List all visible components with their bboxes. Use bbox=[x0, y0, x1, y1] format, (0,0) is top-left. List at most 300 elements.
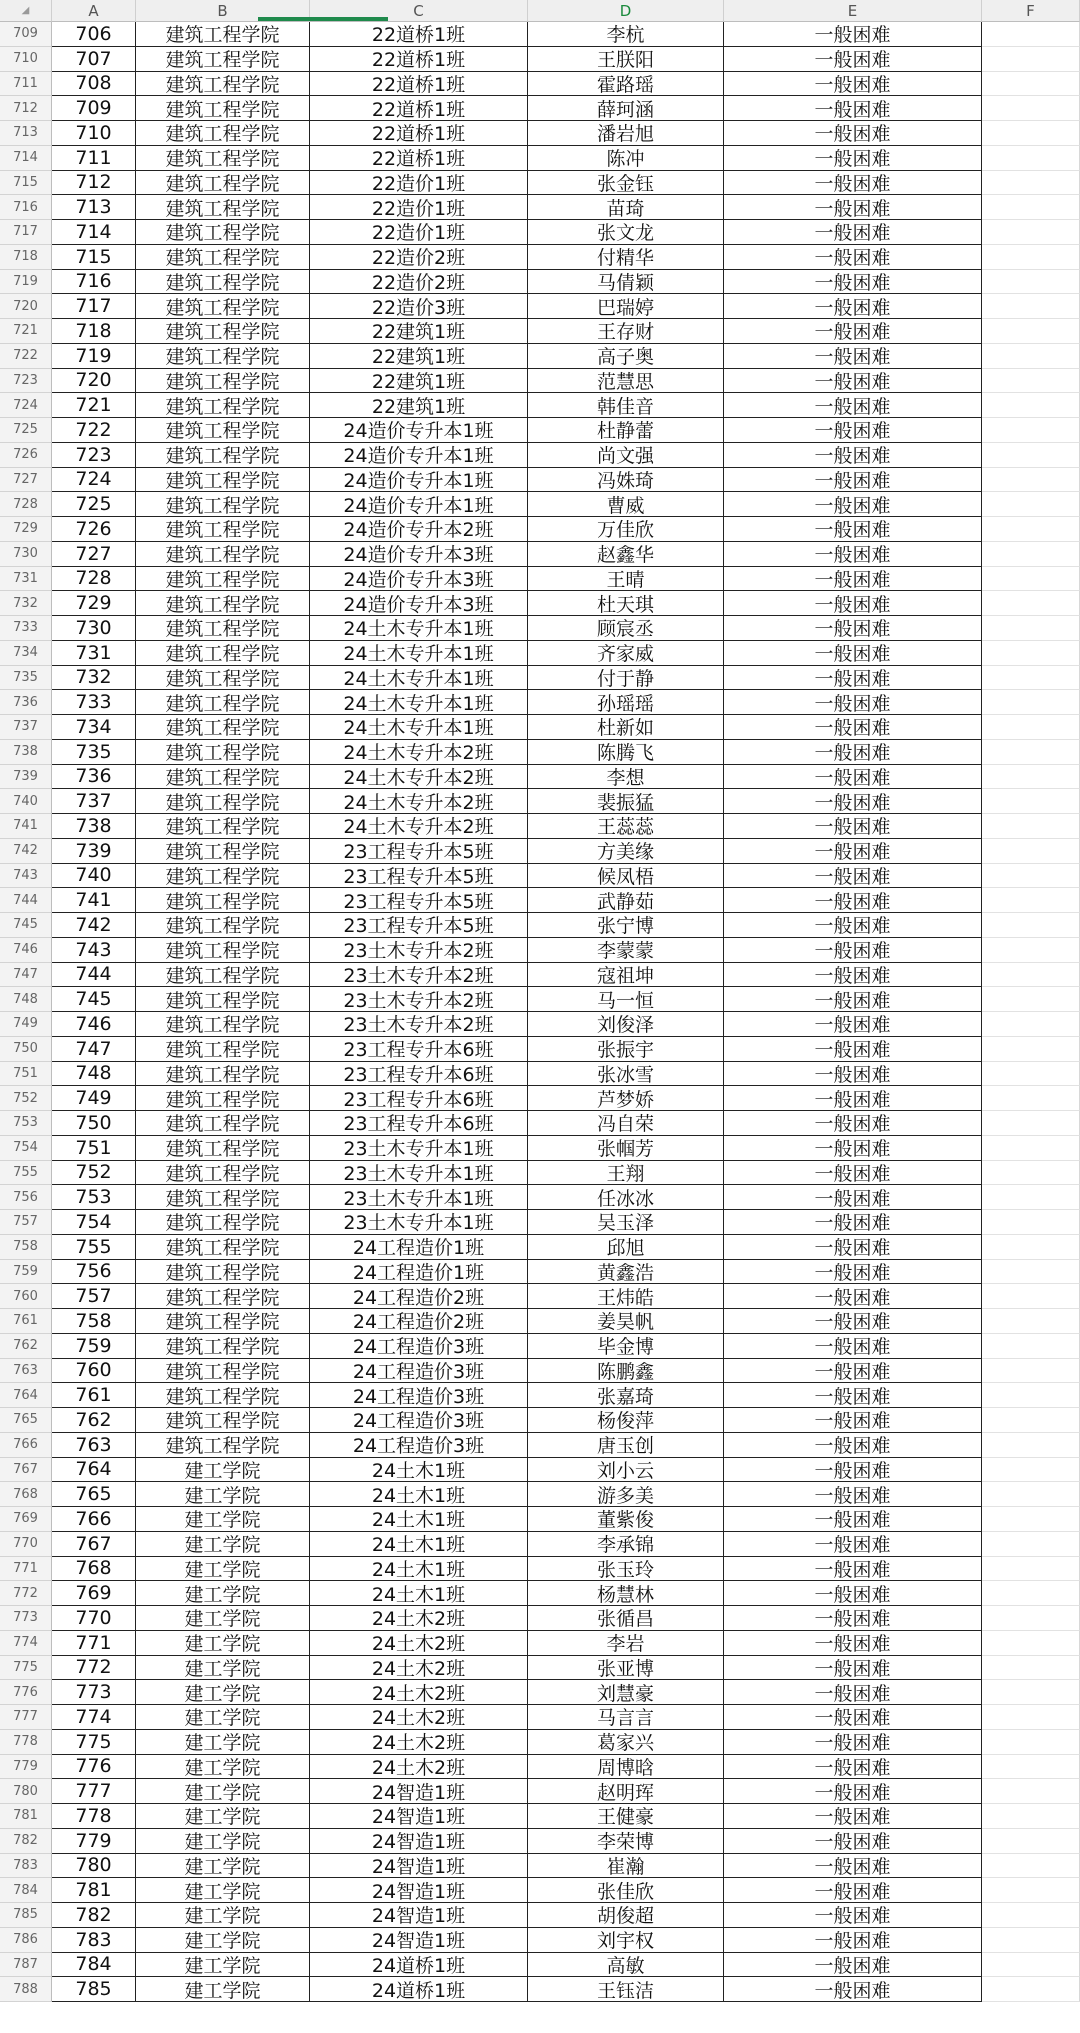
cell-col-d[interactable]: 王健豪 bbox=[528, 1804, 724, 1829]
cell-col-f[interactable] bbox=[982, 715, 1080, 740]
row-number[interactable]: 716 bbox=[0, 195, 52, 220]
cell-col-f[interactable] bbox=[982, 245, 1080, 270]
cell-col-f[interactable] bbox=[982, 740, 1080, 765]
cell-col-b[interactable]: 建筑工程学院 bbox=[136, 72, 310, 97]
cell-col-c[interactable]: 24土木专升本1班 bbox=[310, 715, 528, 740]
cell-col-a[interactable]: 722 bbox=[52, 418, 136, 443]
cell-col-e[interactable]: 一般困难 bbox=[724, 1779, 982, 1804]
cell-col-c[interactable]: 24土木专升本1班 bbox=[310, 641, 528, 666]
cell-col-a[interactable]: 785 bbox=[52, 1977, 136, 2002]
cell-col-b[interactable]: 建筑工程学院 bbox=[136, 1284, 310, 1309]
cell-col-a[interactable]: 731 bbox=[52, 641, 136, 666]
row-number[interactable]: 757 bbox=[0, 1210, 52, 1235]
cell-col-e[interactable]: 一般困难 bbox=[724, 270, 982, 295]
cell-col-d[interactable]: 冯自荣 bbox=[528, 1111, 724, 1136]
cell-col-c[interactable]: 24工程造价1班 bbox=[310, 1260, 528, 1285]
cell-col-d[interactable]: 潘岩旭 bbox=[528, 121, 724, 146]
cell-col-e[interactable]: 一般困难 bbox=[724, 641, 982, 666]
cell-col-e[interactable]: 一般困难 bbox=[724, 1086, 982, 1111]
cell-col-d[interactable]: 陈腾飞 bbox=[528, 740, 724, 765]
row-number[interactable]: 779 bbox=[0, 1755, 52, 1780]
row-number[interactable]: 788 bbox=[0, 1977, 52, 2002]
cell-col-e[interactable]: 一般困难 bbox=[724, 1928, 982, 1953]
cell-col-d[interactable]: 张文龙 bbox=[528, 220, 724, 245]
cell-col-d[interactable]: 赵明珲 bbox=[528, 1779, 724, 1804]
cell-col-b[interactable]: 建筑工程学院 bbox=[136, 492, 310, 517]
cell-col-f[interactable] bbox=[982, 443, 1080, 468]
cell-col-d[interactable]: 周博晗 bbox=[528, 1755, 724, 1780]
cell-col-f[interactable] bbox=[982, 220, 1080, 245]
cell-col-a[interactable]: 746 bbox=[52, 1012, 136, 1037]
row-number[interactable]: 726 bbox=[0, 443, 52, 468]
row-number[interactable]: 724 bbox=[0, 393, 52, 418]
cell-col-e[interactable]: 一般困难 bbox=[724, 344, 982, 369]
cell-col-d[interactable]: 赵鑫华 bbox=[528, 542, 724, 567]
cell-col-b[interactable]: 建筑工程学院 bbox=[136, 963, 310, 988]
cell-col-a[interactable]: 741 bbox=[52, 888, 136, 913]
cell-col-c[interactable]: 24造价专升本1班 bbox=[310, 443, 528, 468]
cell-col-e[interactable]: 一般困难 bbox=[724, 1705, 982, 1730]
cell-col-a[interactable]: 748 bbox=[52, 1062, 136, 1087]
cell-col-e[interactable]: 一般困难 bbox=[724, 1656, 982, 1681]
cell-col-e[interactable]: 一般困难 bbox=[724, 1606, 982, 1631]
cell-col-f[interactable] bbox=[982, 1433, 1080, 1458]
cell-col-b[interactable]: 建筑工程学院 bbox=[136, 393, 310, 418]
cell-col-e[interactable]: 一般困难 bbox=[724, 1260, 982, 1285]
cell-col-f[interactable] bbox=[982, 1928, 1080, 1953]
cell-col-b[interactable]: 建筑工程学院 bbox=[136, 1433, 310, 1458]
cell-col-d[interactable]: 唐玉创 bbox=[528, 1433, 724, 1458]
cell-col-a[interactable]: 739 bbox=[52, 839, 136, 864]
cell-col-e[interactable]: 一般困难 bbox=[724, 839, 982, 864]
cell-col-b[interactable]: 建工学院 bbox=[136, 1755, 310, 1780]
row-number[interactable]: 763 bbox=[0, 1359, 52, 1384]
cell-col-b[interactable]: 建筑工程学院 bbox=[136, 344, 310, 369]
cell-col-c[interactable]: 22建筑1班 bbox=[310, 344, 528, 369]
cell-col-b[interactable]: 建筑工程学院 bbox=[136, 47, 310, 72]
cell-col-d[interactable]: 张佳欣 bbox=[528, 1878, 724, 1903]
cell-col-a[interactable]: 744 bbox=[52, 963, 136, 988]
cell-col-c[interactable]: 24土木专升本2班 bbox=[310, 765, 528, 790]
cell-col-a[interactable]: 738 bbox=[52, 814, 136, 839]
row-number[interactable]: 783 bbox=[0, 1854, 52, 1879]
cell-col-d[interactable]: 裴振猛 bbox=[528, 789, 724, 814]
cell-col-c[interactable]: 24工程造价2班 bbox=[310, 1284, 528, 1309]
row-number[interactable]: 751 bbox=[0, 1062, 52, 1087]
cell-col-a[interactable]: 761 bbox=[52, 1383, 136, 1408]
cell-col-e[interactable]: 一般困难 bbox=[724, 171, 982, 196]
cell-col-c[interactable]: 23土木专升本2班 bbox=[310, 1012, 528, 1037]
cell-col-a[interactable]: 723 bbox=[52, 443, 136, 468]
cell-col-f[interactable] bbox=[982, 1210, 1080, 1235]
cell-col-a[interactable]: 750 bbox=[52, 1111, 136, 1136]
row-number[interactable]: 723 bbox=[0, 369, 52, 394]
cell-col-a[interactable]: 757 bbox=[52, 1284, 136, 1309]
cell-col-f[interactable] bbox=[982, 1977, 1080, 2002]
cell-col-d[interactable]: 张玉玲 bbox=[528, 1557, 724, 1582]
row-number[interactable]: 765 bbox=[0, 1408, 52, 1433]
cell-col-b[interactable]: 建筑工程学院 bbox=[136, 1161, 310, 1186]
cell-col-a[interactable]: 721 bbox=[52, 393, 136, 418]
cell-col-a[interactable]: 726 bbox=[52, 517, 136, 542]
cell-col-a[interactable]: 756 bbox=[52, 1260, 136, 1285]
cell-col-e[interactable]: 一般困难 bbox=[724, 1037, 982, 1062]
cell-col-b[interactable]: 建筑工程学院 bbox=[136, 1111, 310, 1136]
cell-col-f[interactable] bbox=[982, 72, 1080, 97]
cell-col-a[interactable]: 717 bbox=[52, 294, 136, 319]
cell-col-d[interactable]: 韩佳音 bbox=[528, 393, 724, 418]
cell-col-c[interactable]: 23土木专升本2班 bbox=[310, 987, 528, 1012]
row-number[interactable]: 711 bbox=[0, 72, 52, 97]
cell-col-d[interactable]: 马一恒 bbox=[528, 987, 724, 1012]
row-number[interactable]: 764 bbox=[0, 1383, 52, 1408]
row-number[interactable]: 767 bbox=[0, 1458, 52, 1483]
row-number[interactable]: 713 bbox=[0, 121, 52, 146]
cell-col-a[interactable]: 772 bbox=[52, 1656, 136, 1681]
row-number[interactable]: 786 bbox=[0, 1928, 52, 1953]
cell-col-f[interactable] bbox=[982, 1804, 1080, 1829]
cell-col-a[interactable]: 708 bbox=[52, 72, 136, 97]
row-number[interactable]: 760 bbox=[0, 1284, 52, 1309]
row-number[interactable]: 759 bbox=[0, 1260, 52, 1285]
cell-col-c[interactable]: 23土木专升本1班 bbox=[310, 1161, 528, 1186]
row-number[interactable]: 780 bbox=[0, 1779, 52, 1804]
cell-col-a[interactable]: 749 bbox=[52, 1086, 136, 1111]
cell-col-d[interactable]: 王存财 bbox=[528, 319, 724, 344]
cell-col-d[interactable]: 孙瑶瑶 bbox=[528, 690, 724, 715]
cell-col-c[interactable]: 24造价专升本3班 bbox=[310, 591, 528, 616]
cell-col-e[interactable]: 一般困难 bbox=[724, 1581, 982, 1606]
cell-col-c[interactable]: 24道桥1班 bbox=[310, 1977, 528, 2002]
cell-col-b[interactable]: 建筑工程学院 bbox=[136, 542, 310, 567]
cell-col-c[interactable]: 24智造1班 bbox=[310, 1829, 528, 1854]
row-number[interactable]: 787 bbox=[0, 1953, 52, 1978]
cell-col-d[interactable]: 李想 bbox=[528, 765, 724, 790]
cell-col-f[interactable] bbox=[982, 1037, 1080, 1062]
cell-col-f[interactable] bbox=[982, 393, 1080, 418]
cell-col-b[interactable]: 建筑工程学院 bbox=[136, 1235, 310, 1260]
cell-col-e[interactable]: 一般困难 bbox=[724, 1532, 982, 1557]
cell-col-f[interactable] bbox=[982, 1111, 1080, 1136]
cell-col-f[interactable] bbox=[982, 789, 1080, 814]
cell-col-a[interactable]: 732 bbox=[52, 666, 136, 691]
cell-col-e[interactable]: 一般困难 bbox=[724, 1309, 982, 1334]
cell-col-e[interactable]: 一般困难 bbox=[724, 294, 982, 319]
cell-col-c[interactable]: 22造价1班 bbox=[310, 171, 528, 196]
cell-col-f[interactable] bbox=[982, 1161, 1080, 1186]
cell-col-b[interactable]: 建工学院 bbox=[136, 1705, 310, 1730]
cell-col-b[interactable]: 建筑工程学院 bbox=[136, 1408, 310, 1433]
cell-col-d[interactable]: 王炜皓 bbox=[528, 1284, 724, 1309]
cell-col-a[interactable]: 771 bbox=[52, 1631, 136, 1656]
cell-col-d[interactable]: 刘慧豪 bbox=[528, 1680, 724, 1705]
cell-col-b[interactable]: 建筑工程学院 bbox=[136, 443, 310, 468]
cell-col-f[interactable] bbox=[982, 47, 1080, 72]
cell-col-a[interactable]: 745 bbox=[52, 987, 136, 1012]
cell-col-e[interactable]: 一般困难 bbox=[724, 468, 982, 493]
cell-col-b[interactable]: 建工学院 bbox=[136, 1458, 310, 1483]
cell-col-b[interactable]: 建筑工程学院 bbox=[136, 740, 310, 765]
cell-col-d[interactable]: 杨俊萍 bbox=[528, 1408, 724, 1433]
cell-col-f[interactable] bbox=[982, 1755, 1080, 1780]
row-number[interactable]: 721 bbox=[0, 319, 52, 344]
cell-col-a[interactable]: 765 bbox=[52, 1482, 136, 1507]
row-number[interactable]: 752 bbox=[0, 1086, 52, 1111]
cell-col-f[interactable] bbox=[982, 1854, 1080, 1879]
cell-col-a[interactable]: 773 bbox=[52, 1680, 136, 1705]
cell-col-c[interactable]: 22道桥1班 bbox=[310, 96, 528, 121]
cell-col-c[interactable]: 22造价2班 bbox=[310, 245, 528, 270]
row-number[interactable]: 748 bbox=[0, 987, 52, 1012]
cell-col-d[interactable]: 王翔 bbox=[528, 1161, 724, 1186]
row-number[interactable]: 768 bbox=[0, 1482, 52, 1507]
row-number[interactable]: 769 bbox=[0, 1507, 52, 1532]
cell-col-d[interactable]: 黄鑫浩 bbox=[528, 1260, 724, 1285]
cell-col-c[interactable]: 24土木1班 bbox=[310, 1557, 528, 1582]
row-number[interactable]: 734 bbox=[0, 641, 52, 666]
cell-col-b[interactable]: 建工学院 bbox=[136, 1779, 310, 1804]
cell-col-d[interactable]: 范慧思 bbox=[528, 369, 724, 394]
row-number[interactable]: 719 bbox=[0, 270, 52, 295]
cell-col-a[interactable]: 770 bbox=[52, 1606, 136, 1631]
row-number[interactable]: 743 bbox=[0, 864, 52, 889]
cell-col-d[interactable]: 高敏 bbox=[528, 1953, 724, 1978]
cell-col-f[interactable] bbox=[982, 1062, 1080, 1087]
cell-col-b[interactable]: 建工学院 bbox=[136, 1878, 310, 1903]
cell-col-c[interactable]: 23土木专升本2班 bbox=[310, 938, 528, 963]
cell-col-c[interactable]: 23土木专升本2班 bbox=[310, 963, 528, 988]
cell-col-e[interactable]: 一般困难 bbox=[724, 492, 982, 517]
cell-col-c[interactable]: 24智造1班 bbox=[310, 1804, 528, 1829]
cell-col-c[interactable]: 22造价3班 bbox=[310, 294, 528, 319]
row-number[interactable]: 738 bbox=[0, 740, 52, 765]
cell-col-c[interactable]: 24土木专升本1班 bbox=[310, 690, 528, 715]
cell-col-e[interactable]: 一般困难 bbox=[724, 1953, 982, 1978]
row-number[interactable]: 714 bbox=[0, 146, 52, 171]
cell-col-c[interactable]: 22道桥1班 bbox=[310, 72, 528, 97]
cell-col-e[interactable]: 一般困难 bbox=[724, 1210, 982, 1235]
row-number[interactable]: 742 bbox=[0, 839, 52, 864]
cell-col-d[interactable]: 尚文强 bbox=[528, 443, 724, 468]
cell-col-c[interactable]: 24土木2班 bbox=[310, 1656, 528, 1681]
cell-col-e[interactable]: 一般困难 bbox=[724, 1903, 982, 1928]
cell-col-a[interactable]: 758 bbox=[52, 1309, 136, 1334]
cell-col-d[interactable]: 李杭 bbox=[528, 22, 724, 47]
cell-col-b[interactable]: 建筑工程学院 bbox=[136, 641, 310, 666]
cell-col-a[interactable]: 777 bbox=[52, 1779, 136, 1804]
cell-col-d[interactable]: 张亚博 bbox=[528, 1656, 724, 1681]
cell-col-c[interactable]: 24智造1班 bbox=[310, 1878, 528, 1903]
cell-col-a[interactable]: 713 bbox=[52, 195, 136, 220]
cell-col-d[interactable]: 刘小云 bbox=[528, 1458, 724, 1483]
cell-col-f[interactable] bbox=[982, 1903, 1080, 1928]
cell-col-e[interactable]: 一般困难 bbox=[724, 1829, 982, 1854]
cell-col-d[interactable]: 马言言 bbox=[528, 1705, 724, 1730]
cell-col-a[interactable]: 781 bbox=[52, 1878, 136, 1903]
cell-col-b[interactable]: 建筑工程学院 bbox=[136, 1012, 310, 1037]
cell-col-c[interactable]: 24土木1班 bbox=[310, 1581, 528, 1606]
row-number[interactable]: 745 bbox=[0, 913, 52, 938]
cell-col-d[interactable]: 霍路瑶 bbox=[528, 72, 724, 97]
cell-col-f[interactable] bbox=[982, 641, 1080, 666]
cell-col-a[interactable]: 753 bbox=[52, 1185, 136, 1210]
cell-col-c[interactable]: 22造价1班 bbox=[310, 195, 528, 220]
cell-col-f[interactable] bbox=[982, 1878, 1080, 1903]
cell-col-f[interactable] bbox=[982, 1631, 1080, 1656]
cell-col-d[interactable]: 任冰冰 bbox=[528, 1185, 724, 1210]
cell-col-e[interactable]: 一般困难 bbox=[724, 1482, 982, 1507]
cell-col-a[interactable]: 767 bbox=[52, 1532, 136, 1557]
cell-col-b[interactable]: 建筑工程学院 bbox=[136, 616, 310, 641]
cell-col-f[interactable] bbox=[982, 1086, 1080, 1111]
cell-col-d[interactable]: 崔瀚 bbox=[528, 1854, 724, 1879]
row-number[interactable]: 739 bbox=[0, 765, 52, 790]
cell-col-f[interactable] bbox=[982, 1829, 1080, 1854]
cell-col-a[interactable]: 716 bbox=[52, 270, 136, 295]
cell-col-c[interactable]: 24工程造价3班 bbox=[310, 1359, 528, 1384]
row-number[interactable]: 762 bbox=[0, 1334, 52, 1359]
cell-col-f[interactable] bbox=[982, 666, 1080, 691]
cell-col-e[interactable]: 一般困难 bbox=[724, 567, 982, 592]
cell-col-f[interactable] bbox=[982, 1185, 1080, 1210]
cell-col-a[interactable]: 737 bbox=[52, 789, 136, 814]
cell-col-e[interactable]: 一般困难 bbox=[724, 22, 982, 47]
cell-col-e[interactable]: 一般困难 bbox=[724, 542, 982, 567]
cell-col-b[interactable]: 建筑工程学院 bbox=[136, 1210, 310, 1235]
cell-col-a[interactable]: 707 bbox=[52, 47, 136, 72]
cell-col-c[interactable]: 24工程造价3班 bbox=[310, 1408, 528, 1433]
cell-col-b[interactable]: 建工学院 bbox=[136, 1977, 310, 2002]
cell-col-e[interactable]: 一般困难 bbox=[724, 963, 982, 988]
cell-col-b[interactable]: 建筑工程学院 bbox=[136, 1086, 310, 1111]
row-number[interactable]: 725 bbox=[0, 418, 52, 443]
cell-col-d[interactable]: 刘俊泽 bbox=[528, 1012, 724, 1037]
cell-col-c[interactable]: 24土木1班 bbox=[310, 1482, 528, 1507]
cell-col-f[interactable] bbox=[982, 765, 1080, 790]
cell-col-d[interactable]: 杜天琪 bbox=[528, 591, 724, 616]
cell-col-d[interactable]: 陈鹏鑫 bbox=[528, 1359, 724, 1384]
cell-col-c[interactable]: 23土木专升本1班 bbox=[310, 1136, 528, 1161]
cell-col-a[interactable]: 719 bbox=[52, 344, 136, 369]
cell-col-b[interactable]: 建筑工程学院 bbox=[136, 1037, 310, 1062]
column-header-b[interactable]: B bbox=[136, 0, 310, 22]
cell-col-e[interactable]: 一般困难 bbox=[724, 864, 982, 889]
cell-col-c[interactable]: 24工程造价1班 bbox=[310, 1235, 528, 1260]
cell-col-f[interactable] bbox=[982, 1779, 1080, 1804]
cell-col-a[interactable]: 755 bbox=[52, 1235, 136, 1260]
cell-col-c[interactable]: 24造价专升本1班 bbox=[310, 418, 528, 443]
cell-col-d[interactable]: 刘宇权 bbox=[528, 1928, 724, 1953]
cell-col-a[interactable]: 724 bbox=[52, 468, 136, 493]
cell-col-c[interactable]: 24土木1班 bbox=[310, 1458, 528, 1483]
cell-col-a[interactable]: 778 bbox=[52, 1804, 136, 1829]
cell-col-d[interactable]: 巴瑞婷 bbox=[528, 294, 724, 319]
cell-col-b[interactable]: 建工学院 bbox=[136, 1903, 310, 1928]
cell-col-b[interactable]: 建工学院 bbox=[136, 1953, 310, 1978]
cell-col-f[interactable] bbox=[982, 344, 1080, 369]
cell-col-f[interactable] bbox=[982, 938, 1080, 963]
column-header-e[interactable]: E bbox=[724, 0, 982, 22]
cell-col-e[interactable]: 一般困难 bbox=[724, 1557, 982, 1582]
cell-col-c[interactable]: 24智造1班 bbox=[310, 1903, 528, 1928]
cell-col-e[interactable]: 一般困难 bbox=[724, 1507, 982, 1532]
cell-col-e[interactable]: 一般困难 bbox=[724, 1854, 982, 1879]
cell-col-f[interactable] bbox=[982, 1606, 1080, 1631]
column-header-d[interactable]: D bbox=[528, 0, 724, 22]
cell-col-b[interactable]: 建筑工程学院 bbox=[136, 319, 310, 344]
cell-col-a[interactable]: 752 bbox=[52, 1161, 136, 1186]
row-number[interactable]: 776 bbox=[0, 1680, 52, 1705]
cell-col-f[interactable] bbox=[982, 1730, 1080, 1755]
row-number[interactable]: 753 bbox=[0, 1111, 52, 1136]
row-number[interactable]: 754 bbox=[0, 1136, 52, 1161]
cell-col-c[interactable]: 22造价1班 bbox=[310, 220, 528, 245]
cell-col-f[interactable] bbox=[982, 1359, 1080, 1384]
cell-col-f[interactable] bbox=[982, 492, 1080, 517]
cell-col-a[interactable]: 751 bbox=[52, 1136, 136, 1161]
cell-col-e[interactable]: 一般困难 bbox=[724, 393, 982, 418]
cell-col-e[interactable]: 一般困难 bbox=[724, 1878, 982, 1903]
cell-col-e[interactable]: 一般困难 bbox=[724, 1977, 982, 2002]
cell-col-f[interactable] bbox=[982, 567, 1080, 592]
cell-col-b[interactable]: 建筑工程学院 bbox=[136, 913, 310, 938]
cell-col-d[interactable]: 芦梦娇 bbox=[528, 1086, 724, 1111]
cell-col-d[interactable]: 寇祖坤 bbox=[528, 963, 724, 988]
cell-col-b[interactable]: 建筑工程学院 bbox=[136, 765, 310, 790]
cell-col-e[interactable]: 一般困难 bbox=[724, 517, 982, 542]
cell-col-f[interactable] bbox=[982, 468, 1080, 493]
cell-col-f[interactable] bbox=[982, 1383, 1080, 1408]
cell-col-a[interactable]: 734 bbox=[52, 715, 136, 740]
cell-col-a[interactable]: 712 bbox=[52, 171, 136, 196]
cell-col-f[interactable] bbox=[982, 963, 1080, 988]
column-header-f[interactable]: F bbox=[982, 0, 1080, 22]
cell-col-a[interactable]: 740 bbox=[52, 864, 136, 889]
cell-col-c[interactable]: 24智造1班 bbox=[310, 1854, 528, 1879]
cell-col-f[interactable] bbox=[982, 1557, 1080, 1582]
cell-col-b[interactable]: 建筑工程学院 bbox=[136, 888, 310, 913]
cell-col-a[interactable]: 715 bbox=[52, 245, 136, 270]
cell-col-f[interactable] bbox=[982, 1284, 1080, 1309]
cell-col-f[interactable] bbox=[982, 1532, 1080, 1557]
cell-col-f[interactable] bbox=[982, 1705, 1080, 1730]
cell-col-d[interactable]: 付精华 bbox=[528, 245, 724, 270]
cell-col-d[interactable]: 万佳欣 bbox=[528, 517, 724, 542]
cell-col-d[interactable]: 姜昊帆 bbox=[528, 1309, 724, 1334]
cell-col-b[interactable]: 建工学院 bbox=[136, 1928, 310, 1953]
row-number[interactable]: 766 bbox=[0, 1433, 52, 1458]
cell-col-c[interactable]: 24道桥1班 bbox=[310, 1953, 528, 1978]
cell-col-b[interactable]: 建工学院 bbox=[136, 1581, 310, 1606]
row-number[interactable]: 775 bbox=[0, 1656, 52, 1681]
cell-col-f[interactable] bbox=[982, 839, 1080, 864]
row-number[interactable]: 709 bbox=[0, 22, 52, 47]
cell-col-d[interactable]: 胡俊超 bbox=[528, 1903, 724, 1928]
cell-col-d[interactable]: 武静茹 bbox=[528, 888, 724, 913]
cell-col-a[interactable]: 763 bbox=[52, 1433, 136, 1458]
cell-col-e[interactable]: 一般困难 bbox=[724, 1458, 982, 1483]
cell-col-a[interactable]: 736 bbox=[52, 765, 136, 790]
cell-col-e[interactable]: 一般困难 bbox=[724, 1680, 982, 1705]
row-number[interactable]: 774 bbox=[0, 1631, 52, 1656]
cell-col-e[interactable]: 一般困难 bbox=[724, 1284, 982, 1309]
cell-col-e[interactable]: 一般困难 bbox=[724, 1383, 982, 1408]
cell-col-c[interactable]: 24造价专升本1班 bbox=[310, 468, 528, 493]
cell-col-c[interactable]: 24土木2班 bbox=[310, 1631, 528, 1656]
cell-col-f[interactable] bbox=[982, 913, 1080, 938]
cell-col-e[interactable]: 一般困难 bbox=[724, 1161, 982, 1186]
cell-col-a[interactable]: 733 bbox=[52, 690, 136, 715]
